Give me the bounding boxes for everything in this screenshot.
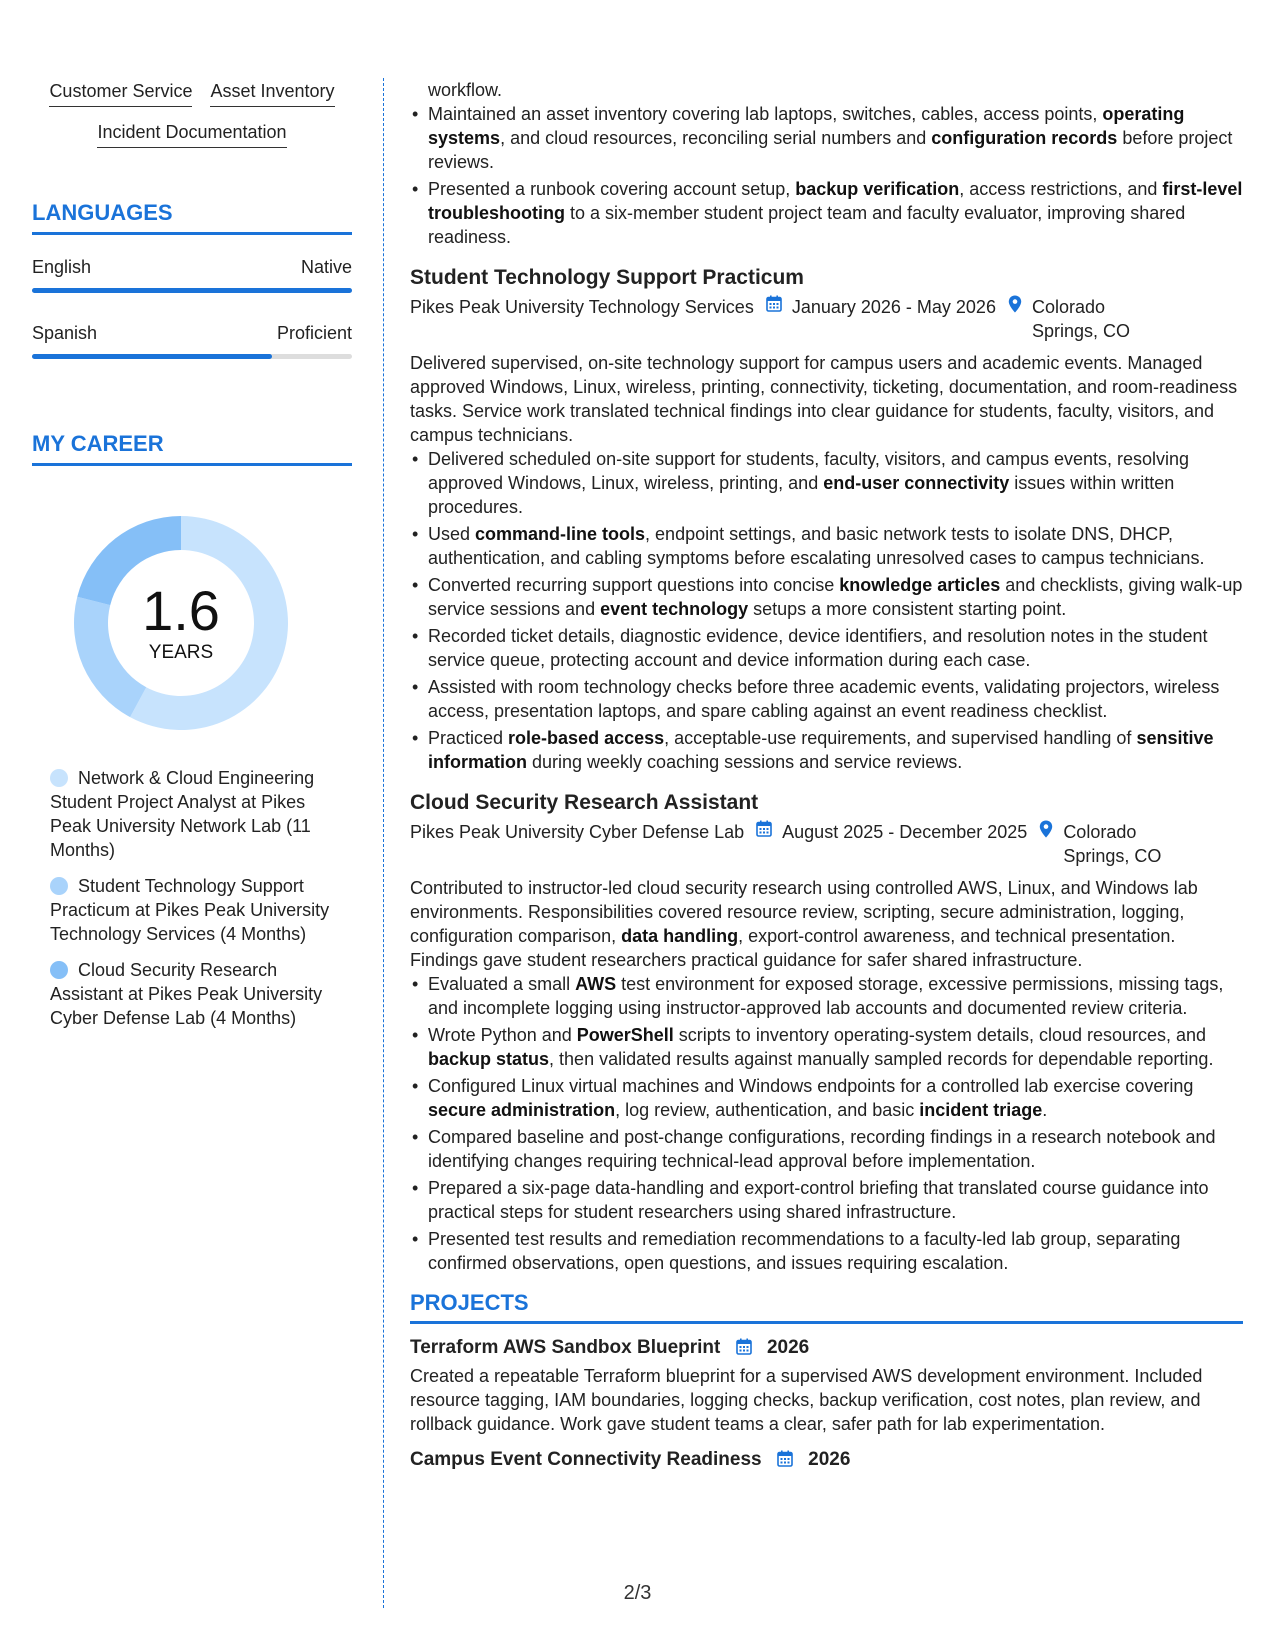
skills-list (32, 80, 352, 148)
bold-keyword: backup status (428, 1049, 550, 1069)
legend-dot-icon (50, 769, 68, 787)
bullet-item: • Practiced role-based access, acceptable-use requirements, and supervised handling of sensitive information during weekly coaching sessions and service reviews. (428, 726, 1243, 774)
language-level: Native (300, 257, 352, 277)
job-location: Colorado Springs, CO (1063, 822, 1162, 866)
bullet-item: • Recorded ticket details, diagnostic evidence, device identifiers, and resolution notes in the student service queue, protecting account and device information during each case. (428, 624, 1243, 672)
bold-keyword: operating systems (428, 104, 1185, 148)
job-dates: January 2026 - May 2026 (791, 297, 996, 317)
bold-keyword: command-line tools (475, 524, 646, 544)
language-level-bar (32, 288, 352, 293)
project-title: Campus Event Connectivity Readiness (410, 1449, 762, 1470)
bold-keyword: PowerShell (576, 1025, 674, 1045)
language-item (32, 257, 352, 293)
bold-keyword: configuration records (931, 128, 1118, 148)
language-item (32, 323, 352, 359)
calendar-icon (777, 1450, 793, 1467)
previous-job-continuation: workflow. (428, 80, 503, 100)
job-title: Student Technology Support Practicum (410, 266, 804, 289)
bullet-item: • Presented test results and remediation recommendations to a faculty-led lab group, separating confirmed observations, open questions, and issues requiring escalation. (428, 1227, 1243, 1275)
language-name: English (32, 257, 92, 277)
bullet-item: • Prepared a six-page data-handling and export-control briefing that translated course guidance into practical steps for student researchers using shared infrastructure. (428, 1176, 1243, 1224)
projects-heading: PROJECTS (410, 1291, 1243, 1324)
career-legend-item (50, 958, 332, 1030)
project-title: Terraform AWS Sandbox Blueprint (410, 1337, 721, 1358)
job-description: Contributed to instructor-led cloud security research using controlled AWS, Linux, and Windows lab environments. Responsibilities covered resource review, scripting, secure administration, logging, configuration comparison, data handling, export-control awareness, and technical presentation. Findings gave student researchers practical guidance for safer shared infrastructure. (410, 878, 1198, 970)
bullet-item: • Compared baseline and post-change configurations, recording findings in a research notebook and identifying changes requiring technical-lead approval before implementation. (428, 1125, 1243, 1173)
calendar-icon (756, 820, 772, 837)
bullet-item: • Assisted with room technology checks before three academic events, validating projectors, wireless access, presentation laptops, and spare cabling against an event readiness checklist. (428, 675, 1243, 723)
job-description: Delivered supervised, on-site technology support for campus users and academic events. Managed approved Windows, Linux, wireless, printing, connectivity, ticketing, documentation, and room-readiness tasks. Service work translated technical findings into clear guidance for students, faculty, visitors, and campus technicians. (410, 353, 1238, 445)
skill-tag: Incident Documentation (97, 121, 286, 148)
legend-dot-icon (50, 877, 68, 895)
project-description: Created a repeatable Terraform blueprint for a supervised AWS development environment. Included resource tagging, IAM boundaries, logging checks, backup verification, cost notes, plan review, and rollback guidance. Work gave student teams a clear, safer path for lab experimentation. (410, 1366, 1203, 1434)
previous-job-bullets (410, 102, 1243, 249)
project-entry (410, 1446, 1243, 1474)
bold-keyword: knowledge articles (839, 575, 1001, 595)
job-title: Cloud Security Research Assistant (410, 791, 759, 814)
bullet-item: • Delivered scheduled on-site support for students, faculty, visitors, and campus events, resolving approved Windows, Linux, wireless, printing, and end-user connectivity issues within written procedures. (428, 447, 1243, 519)
bold-keyword: end-user connectivity (823, 473, 1010, 493)
job-company: Pikes Peak University Cyber Defense Lab (410, 822, 745, 842)
bold-keyword: first-level troubleshooting (428, 179, 1243, 223)
column-divider (383, 78, 384, 1608)
bold-keyword: incident triage (919, 1100, 1043, 1120)
bold-keyword: data handling (621, 926, 739, 946)
page-number: 2/3 (623, 1582, 652, 1604)
right-column (410, 78, 1243, 1474)
language-level-fill (32, 288, 352, 293)
bold-keyword: backup verification (795, 179, 960, 199)
bold-keyword: sensitive information (428, 728, 1214, 772)
project-year: 2026 (808, 1449, 851, 1470)
job-bullets (410, 972, 1243, 1275)
skill-tag: Customer Service (49, 80, 192, 107)
left-column (32, 80, 352, 1042)
experience-entry (410, 788, 1243, 1275)
career-legend (32, 766, 352, 1030)
bullet-item: • Evaluated a small AWS test environment for exposed storage, excessive permissions, missing tags, and incomplete logging using instructor-approved lab accounts and documented review criteria. (428, 972, 1243, 1020)
career-legend-item (50, 766, 332, 862)
job-company: Pikes Peak University Technology Services (410, 297, 754, 317)
bold-keyword: secure administration (428, 1100, 616, 1120)
job-location: Colorado Springs, CO (1031, 297, 1131, 341)
bullet-item: • Configured Linux virtual machines and Windows endpoints for a controlled lab exercise covering secure administration, log review, authentication, and basic incident triage. (428, 1074, 1243, 1122)
career-legend-item (50, 874, 332, 946)
bullet-item: • Wrote Python and PowerShell scripts to inventory operating-system details, cloud resources, and backup status, then validated results against manually sampled records for dependable reporting. (428, 1023, 1243, 1071)
location-pin-icon (1008, 295, 1022, 313)
calendar-icon (736, 1338, 752, 1355)
language-level: Proficient (276, 323, 352, 343)
career-total-number: 1.6 (142, 579, 220, 642)
career-donut-chart (66, 508, 296, 738)
languages-heading: LANGUAGES (32, 200, 352, 235)
language-level-fill (32, 354, 272, 359)
bold-keyword: role-based access (508, 728, 665, 748)
language-level-bar (32, 354, 352, 359)
language-name: Spanish (32, 323, 98, 343)
skill-tag: Asset Inventory (210, 80, 334, 107)
career-heading: MY CAREER (32, 431, 352, 466)
career-legend-text: Cloud Security Research Assistant at Pikes Peak University Cyber Defense Lab (4 Months) (50, 960, 323, 1028)
bullet-item: • Converted recurring support questions into concise knowledge articles and checklists, giving walk-up service sessions and event technology setups a more consistent starting point. (428, 573, 1243, 621)
location-pin-icon (1039, 820, 1053, 838)
bullet-item: • Presented a runbook covering account setup, backup verification, access restrictions, and first-level troubleshooting to a six-member student project team and faculty evaluator, improving shared readiness. (428, 177, 1243, 249)
career-legend-text: Student Technology Support Practicum at Pikes Peak University Technology Services (4 Months) (50, 876, 330, 944)
career-legend-text: Network & Cloud Engineering Student Project Analyst at Pikes Peak University Network Lab (11 Months) (50, 768, 315, 860)
bullet-item: • Used command-line tools, endpoint settings, and basic network tests to isolate DNS, DHCP, authentication, and cabling symptoms before escalating unresolved cases to campus technicians. (428, 522, 1243, 570)
project-year: 2026 (766, 1337, 810, 1358)
calendar-icon (766, 295, 782, 312)
project-entry (410, 1334, 1243, 1436)
bold-keyword: AWS (575, 974, 617, 994)
career-total-label: YEARS (148, 642, 214, 663)
bold-keyword: event technology (600, 599, 749, 619)
legend-dot-icon (50, 961, 68, 979)
experience-entry (410, 263, 1243, 774)
job-bullets (410, 447, 1243, 774)
job-dates: August 2025 - December 2025 (782, 822, 1028, 842)
bullet-item: • Maintained an asset inventory covering lab laptops, switches, cables, access points, operating systems, and cloud resources, reconciling serial numbers and configuration records before project reviews. (428, 102, 1243, 174)
